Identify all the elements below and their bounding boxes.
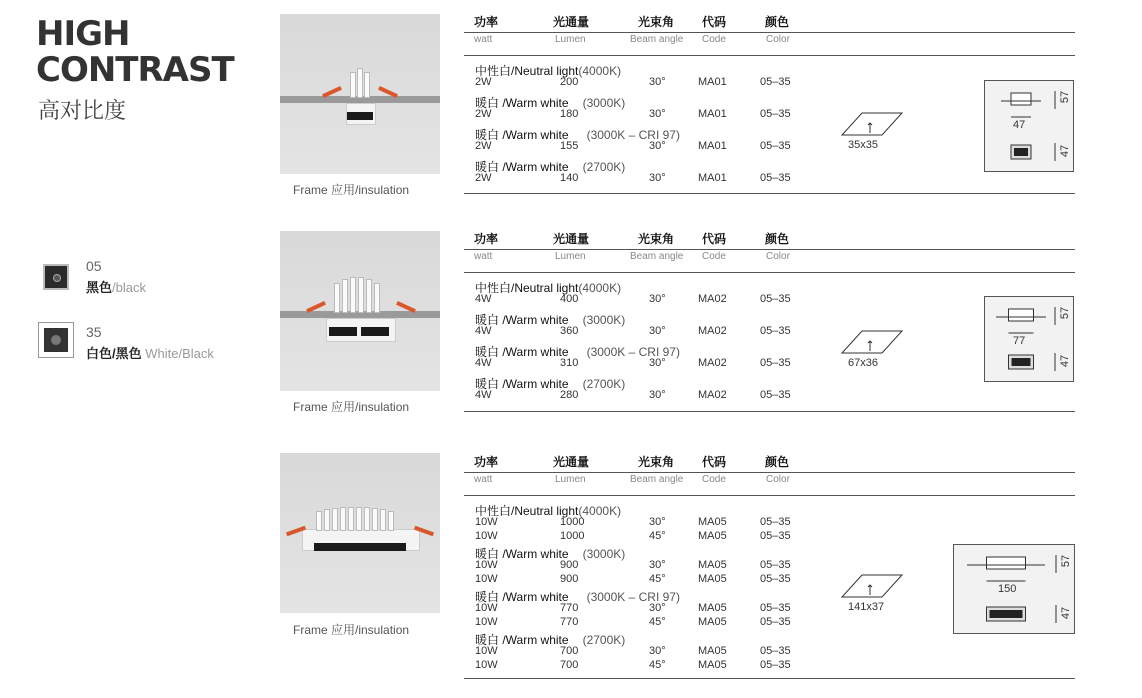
color-cell: 05–35 bbox=[760, 108, 791, 120]
dimension-drawing bbox=[984, 296, 1074, 382]
swatch-name bbox=[86, 343, 214, 362]
code-cell: MA05 bbox=[698, 602, 727, 614]
header-beam: 光束角 bbox=[638, 455, 675, 469]
lumen-cell: 400 bbox=[560, 293, 579, 305]
code-cell: MA05 bbox=[698, 659, 727, 671]
swatch-name-cn: 黑色 bbox=[86, 280, 113, 295]
code-cell: MA05 bbox=[698, 645, 727, 657]
code-cell: MA05 bbox=[698, 516, 727, 528]
beam-cell: 30° bbox=[649, 389, 666, 401]
color-cell: 05–35 bbox=[760, 559, 791, 571]
header-color: 颜色 bbox=[765, 455, 790, 469]
width-dimension: 47 bbox=[1013, 119, 1026, 131]
lumen-cell: 770 bbox=[560, 602, 579, 614]
color-cell: 05–35 bbox=[760, 573, 791, 585]
header-code: 代码 bbox=[702, 232, 727, 246]
group-name: 暖白 /Warm white bbox=[475, 345, 569, 359]
title-chinese: 高对比度 bbox=[38, 98, 127, 123]
cutout-size: 141x37 bbox=[848, 601, 885, 613]
watt-cell: 2W bbox=[475, 108, 492, 120]
swatch-name bbox=[86, 277, 146, 296]
cutout-shape-icon bbox=[840, 111, 904, 142]
subheader-lumen: Lumen bbox=[555, 251, 586, 262]
color-cell: 05–35 bbox=[760, 659, 791, 671]
product-photo-3 bbox=[280, 453, 440, 613]
lumen-cell: 200 bbox=[560, 76, 579, 88]
code-cell: MA02 bbox=[698, 357, 727, 369]
beam-cell: 30° bbox=[649, 293, 666, 305]
group-name: 暖白 /Warm white bbox=[475, 547, 569, 561]
dimension-drawing bbox=[953, 544, 1075, 634]
header-lumen: 光通量 bbox=[553, 15, 590, 29]
lumen-cell: 180 bbox=[560, 108, 579, 120]
subheader-color: Color bbox=[766, 474, 790, 485]
header-rule bbox=[464, 495, 1075, 496]
group-kelvin: (4000K) bbox=[578, 64, 622, 78]
group-kelvin: (3000K – CRI 97) bbox=[586, 590, 680, 604]
watt-cell: 10W bbox=[475, 573, 498, 585]
color-cell: 05–35 bbox=[760, 76, 791, 88]
color-cell: 05–35 bbox=[760, 325, 791, 337]
code-cell: MA05 bbox=[698, 530, 727, 542]
watt-cell: 2W bbox=[475, 172, 492, 184]
swatch-name-en: White/Black bbox=[141, 346, 214, 361]
code-cell: MA01 bbox=[698, 140, 727, 152]
group-kelvin: (3000K – CRI 97) bbox=[586, 345, 680, 359]
group-kelvin: (3000K) bbox=[582, 96, 626, 110]
light-group-label bbox=[475, 158, 625, 175]
subheader-beam: Beam angle bbox=[630, 34, 684, 45]
group-name: 中性白/Neutral light bbox=[475, 504, 579, 518]
header-rule bbox=[464, 249, 1075, 250]
width-dimension: 77 bbox=[1013, 335, 1026, 347]
light-group-label bbox=[475, 62, 621, 79]
color-cell: 05–35 bbox=[760, 616, 791, 628]
subheader-lumen: Lumen bbox=[555, 34, 586, 45]
width-dimension: 150 bbox=[998, 583, 1017, 595]
group-kelvin: (4000K) bbox=[578, 504, 622, 518]
color-cell: 05–35 bbox=[760, 645, 791, 657]
subheader-code: Code bbox=[702, 251, 726, 262]
subheader-color: Color bbox=[766, 34, 790, 45]
header-rule bbox=[464, 472, 1075, 473]
lumen-cell: 1000 bbox=[560, 530, 585, 542]
watt-cell: 10W bbox=[475, 602, 498, 614]
watt-cell: 10W bbox=[475, 645, 498, 657]
header-lumen: 光通量 bbox=[553, 232, 590, 246]
beam-cell: 30° bbox=[649, 76, 666, 88]
header-rule bbox=[464, 55, 1075, 56]
title-line-2: CONTRAST bbox=[36, 50, 234, 90]
swatch-name-cn: 白色/黑色 bbox=[86, 346, 142, 361]
header-lumen: 光通量 bbox=[553, 455, 590, 469]
header-code: 代码 bbox=[702, 455, 727, 469]
height-dimension: 57 bbox=[1060, 554, 1073, 568]
group-kelvin: (2700K) bbox=[582, 377, 626, 391]
subheader-code: Code bbox=[702, 474, 726, 485]
code-cell: MA01 bbox=[698, 172, 727, 184]
subheader-beam: Beam angle bbox=[630, 474, 684, 485]
lumen-cell: 310 bbox=[560, 357, 579, 369]
subheader-watt: watt bbox=[474, 34, 493, 45]
lumen-cell: 770 bbox=[560, 616, 579, 628]
dimension-drawing bbox=[984, 80, 1074, 172]
watt-cell: 2W bbox=[475, 140, 492, 152]
lumen-cell: 360 bbox=[560, 325, 579, 337]
beam-cell: 30° bbox=[649, 602, 666, 614]
header-code: 代码 bbox=[702, 15, 727, 29]
color-cell: 05–35 bbox=[760, 293, 791, 305]
photo-caption: Frame 应用/insulation bbox=[293, 183, 410, 197]
lumen-cell: 700 bbox=[560, 645, 579, 657]
group-kelvin: (2700K) bbox=[582, 160, 626, 174]
height-dimension: 57 bbox=[1059, 90, 1072, 104]
subheader-code: Code bbox=[702, 34, 726, 45]
lumen-cell: 900 bbox=[560, 573, 579, 585]
watt-cell: 4W bbox=[475, 357, 492, 369]
header-beam: 光束角 bbox=[638, 15, 675, 29]
swatch-code: 05 bbox=[86, 258, 102, 274]
group-name: 中性白/Neutral light bbox=[475, 281, 579, 295]
group-kelvin: (4000K) bbox=[578, 281, 622, 295]
watt-cell: 10W bbox=[475, 530, 498, 542]
code-cell: MA01 bbox=[698, 76, 727, 88]
subheader-lumen: Lumen bbox=[555, 474, 586, 485]
code-cell: MA02 bbox=[698, 389, 727, 401]
watt-cell: 4W bbox=[475, 389, 492, 401]
group-kelvin: (2700K) bbox=[582, 633, 626, 647]
beam-cell: 30° bbox=[649, 140, 666, 152]
lumen-cell: 1000 bbox=[560, 516, 585, 528]
header-beam: 光束角 bbox=[638, 232, 675, 246]
lumen-cell: 900 bbox=[560, 559, 579, 571]
header-color: 颜色 bbox=[765, 15, 790, 29]
group-name: 暖白 /Warm white bbox=[475, 313, 569, 327]
table-bottom-rule bbox=[464, 411, 1075, 412]
watt-cell: 10W bbox=[475, 659, 498, 671]
light-group-label bbox=[475, 279, 621, 296]
table-bottom-rule bbox=[464, 193, 1075, 194]
watt-cell: 4W bbox=[475, 293, 492, 305]
light-group-label bbox=[475, 94, 625, 111]
beam-cell: 45° bbox=[649, 530, 666, 542]
header-watt: 功率 bbox=[474, 455, 499, 469]
code-cell: MA02 bbox=[698, 325, 727, 337]
page-title bbox=[36, 16, 234, 88]
beam-cell: 45° bbox=[649, 659, 666, 671]
watt-cell: 10W bbox=[475, 559, 498, 571]
group-name: 暖白 /Warm white bbox=[475, 377, 569, 391]
beam-cell: 30° bbox=[649, 325, 666, 337]
group-name: 暖白 /Warm white bbox=[475, 96, 569, 110]
code-cell: MA05 bbox=[698, 559, 727, 571]
header-rule bbox=[464, 32, 1075, 33]
color-cell: 05–35 bbox=[760, 530, 791, 542]
color-cell: 05–35 bbox=[760, 389, 791, 401]
code-cell: MA05 bbox=[698, 616, 727, 628]
watt-cell: 2W bbox=[475, 76, 492, 88]
white-black-color-swatch bbox=[38, 322, 74, 358]
code-cell: MA05 bbox=[698, 573, 727, 585]
color-cell: 05–35 bbox=[760, 602, 791, 614]
black-color-swatch bbox=[43, 264, 69, 290]
lumen-cell: 140 bbox=[560, 172, 579, 184]
group-name: 中性白/Neutral light bbox=[475, 64, 579, 78]
group-name: 暖白 /Warm white bbox=[475, 633, 569, 647]
beam-cell: 30° bbox=[649, 108, 666, 120]
subheader-color: Color bbox=[766, 251, 790, 262]
cutout-shape-icon bbox=[840, 573, 904, 604]
lumen-cell: 280 bbox=[560, 389, 579, 401]
watt-cell: 10W bbox=[475, 516, 498, 528]
code-cell: MA02 bbox=[698, 293, 727, 305]
depth-dimension: 47 bbox=[1060, 606, 1073, 620]
group-name: 暖白 /Warm white bbox=[475, 590, 569, 604]
height-dimension: 57 bbox=[1059, 306, 1072, 320]
subheader-watt: watt bbox=[474, 251, 493, 262]
color-cell: 05–35 bbox=[760, 357, 791, 369]
subheader-watt: watt bbox=[474, 474, 493, 485]
header-color: 颜色 bbox=[765, 232, 790, 246]
product-photo-1 bbox=[280, 14, 440, 174]
beam-cell: 30° bbox=[649, 357, 666, 369]
color-cell: 05–35 bbox=[760, 516, 791, 528]
light-group-label bbox=[475, 375, 625, 392]
group-name: 暖白 /Warm white bbox=[475, 128, 569, 142]
color-cell: 05–35 bbox=[760, 172, 791, 184]
code-cell: MA01 bbox=[698, 108, 727, 120]
depth-dimension: 47 bbox=[1059, 144, 1072, 158]
group-kelvin: (3000K – CRI 97) bbox=[586, 128, 680, 142]
swatch-name-en: /black bbox=[112, 280, 146, 295]
cutout-size: 67x36 bbox=[848, 357, 878, 369]
beam-cell: 30° bbox=[649, 172, 666, 184]
title-line-1: HIGH bbox=[36, 14, 130, 54]
beam-cell: 30° bbox=[649, 559, 666, 571]
swatch-code: 35 bbox=[86, 324, 102, 340]
subheader-beam: Beam angle bbox=[630, 251, 684, 262]
table-bottom-rule bbox=[464, 678, 1075, 679]
beam-cell: 45° bbox=[649, 573, 666, 585]
cutout-size: 35x35 bbox=[848, 139, 878, 151]
beam-cell: 45° bbox=[649, 616, 666, 628]
watt-cell: 10W bbox=[475, 616, 498, 628]
photo-caption: Frame 应用/insulation bbox=[293, 623, 410, 637]
group-kelvin: (3000K) bbox=[582, 547, 626, 561]
header-rule bbox=[464, 272, 1075, 273]
photo-caption: Frame 应用/insulation bbox=[293, 400, 410, 414]
beam-cell: 30° bbox=[649, 516, 666, 528]
cutout-shape-icon bbox=[840, 329, 904, 360]
group-kelvin: (3000K) bbox=[582, 313, 626, 327]
color-cell: 05–35 bbox=[760, 140, 791, 152]
light-group-label bbox=[475, 311, 625, 328]
header-watt: 功率 bbox=[474, 15, 499, 29]
header-watt: 功率 bbox=[474, 232, 499, 246]
product-photo-2 bbox=[280, 231, 440, 391]
group-name: 暖白 /Warm white bbox=[475, 160, 569, 174]
lumen-cell: 700 bbox=[560, 659, 579, 671]
watt-cell: 4W bbox=[475, 325, 492, 337]
lumen-cell: 155 bbox=[560, 140, 579, 152]
depth-dimension: 47 bbox=[1059, 354, 1072, 368]
beam-cell: 30° bbox=[649, 645, 666, 657]
